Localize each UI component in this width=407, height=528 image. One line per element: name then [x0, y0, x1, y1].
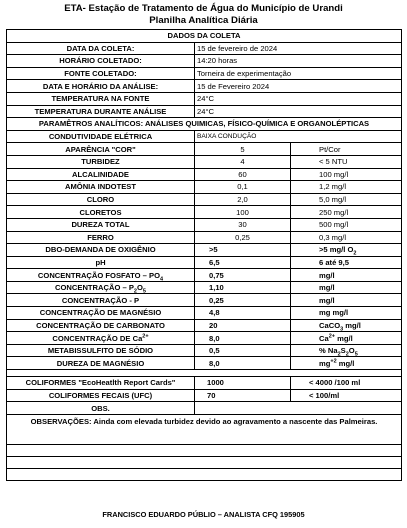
- label-text: HORÁRIO COLETADO:: [59, 56, 142, 66]
- parameter-row: [7, 307, 402, 320]
- observations-text: Ainda com elevada turbidez devido ao agravamento a nascente das Palmeiras.: [93, 416, 378, 426]
- collection-row: [7, 67, 402, 80]
- cell-text: mg/l: [319, 270, 335, 280]
- param-limit-text: Pt/Cor: [319, 144, 341, 154]
- collection-label: [7, 67, 195, 80]
- analysis-sheet: [6, 29, 401, 481]
- param-value: [195, 244, 291, 257]
- blank-cell: [7, 468, 402, 480]
- parameter-row: [7, 155, 402, 168]
- section-header-row: [7, 30, 402, 43]
- param-value: [195, 231, 291, 244]
- analyst-signature: FRANCISCO EDUARDO PÚBLIO – ANALISTA CFQ 195905: [102, 510, 305, 519]
- collection-value: [195, 105, 402, 118]
- param-name-text: FERRO: [87, 232, 114, 242]
- param-limit-text: < 4000 /100 ml: [309, 378, 361, 388]
- value-text: 24°C: [197, 94, 214, 104]
- param-value-text: BAIXA CONDUÇÃO: [197, 133, 257, 141]
- param-value-text: 0,5: [209, 346, 220, 356]
- cell-text: % Na: [319, 346, 338, 356]
- param-value: [195, 193, 291, 206]
- param-limit: [291, 332, 402, 345]
- parameter-row: [7, 319, 402, 332]
- label-text: FONTE COLETADO:: [64, 69, 137, 79]
- param-value-text: 6,5: [209, 257, 220, 267]
- observations-cell: [7, 414, 402, 444]
- cell-text: CaCO: [319, 320, 341, 330]
- collection-value: [195, 42, 402, 55]
- parameter-row: [7, 357, 402, 370]
- param-limit: [291, 218, 402, 231]
- param-limit: [291, 319, 402, 332]
- collection-row: [7, 55, 402, 68]
- param-name: [7, 332, 195, 345]
- collection-label: [7, 42, 195, 55]
- param-value: [195, 218, 291, 231]
- param-value: [195, 256, 291, 269]
- collection-value: [195, 92, 402, 105]
- param-value: [195, 181, 291, 194]
- cell-text: CONCENTRAÇÃO DE MAGNÉSIO: [39, 308, 162, 318]
- param-limit: [291, 344, 402, 357]
- spacer-row: [7, 370, 402, 377]
- param-value-text: 0,1: [237, 182, 248, 192]
- parameter-row: [7, 193, 402, 206]
- subscript: 3: [340, 326, 344, 332]
- param-limit: [291, 307, 402, 320]
- value-text: 15 de Fevereiro 2024: [197, 81, 270, 91]
- param-limit-text: 100 mg/l: [319, 169, 349, 179]
- param-limit: [291, 389, 402, 402]
- document-title: ETA- Estação de Tratamento de Água do Município de Urandi: [64, 3, 343, 14]
- param-name: [7, 319, 195, 332]
- param-value-text: 4,8: [209, 308, 220, 318]
- section-title: DADOS DA COLETA: [7, 30, 402, 43]
- param-name: [7, 244, 195, 257]
- parameter-row: [7, 206, 402, 219]
- parameter-row: [7, 244, 402, 257]
- label-text: TEMPERATURA DURANTE ANÁLISE: [34, 106, 167, 116]
- param-value-text: 100: [236, 207, 249, 217]
- superscript: 2+: [142, 333, 149, 340]
- param-name: [7, 269, 195, 282]
- param-limit: [291, 377, 402, 390]
- coliform-row: [7, 377, 402, 390]
- cell-text: mg: [319, 358, 331, 368]
- param-value-text: 0,25: [209, 295, 224, 305]
- cell-text: CONCENTRAÇÃO FOSFATO – PO: [37, 270, 160, 280]
- collection-row: [7, 105, 402, 118]
- param-value-text: 8,0: [209, 358, 220, 368]
- cell-text: Ca: [319, 333, 329, 343]
- param-name: [7, 344, 195, 357]
- param-value-text: 5: [240, 144, 245, 154]
- param-limit: [291, 155, 402, 168]
- coliform-row: [7, 389, 402, 402]
- param-name: [7, 294, 195, 307]
- param-name: [7, 218, 195, 231]
- param-name: [7, 155, 195, 168]
- param-limit: [291, 206, 402, 219]
- param-name-text: DUREZA TOTAL: [71, 220, 130, 230]
- param-value-text: 4: [240, 157, 245, 167]
- parameter-row: [7, 281, 402, 294]
- param-limit-text: 0,3 mg/l: [319, 232, 347, 242]
- collection-value: [195, 80, 402, 93]
- collection-label: [7, 92, 195, 105]
- subscript: 2: [353, 250, 357, 257]
- observations-row: [7, 414, 402, 444]
- cell-text: O: [136, 283, 143, 293]
- params-title-row: [7, 118, 402, 131]
- param-name-text: AMÔNIA INDOTEST: [64, 182, 136, 192]
- param-value-text: 1000: [207, 378, 224, 388]
- param-limit: [291, 269, 402, 282]
- param-value: [195, 281, 291, 294]
- param-name: [7, 168, 195, 181]
- param-name: [7, 231, 195, 244]
- collection-value: [195, 55, 402, 68]
- parameter-row: [7, 269, 402, 282]
- param-name: [7, 206, 195, 219]
- param-value: [195, 143, 291, 156]
- param-name-text: TURBIDEZ: [81, 157, 120, 167]
- param-value-text: 8,0: [209, 333, 220, 343]
- conductivity-row: [7, 130, 402, 143]
- blank-cell: [7, 456, 402, 468]
- obs-value: [195, 402, 402, 415]
- param-name-text: COLIFORMES FECAIS (UFC): [48, 390, 153, 400]
- cell-text: S: [340, 346, 346, 356]
- parameter-row: [7, 344, 402, 357]
- param-value-text: 0,25: [235, 232, 250, 242]
- blank-row: [7, 456, 402, 468]
- cell-text: pH: [95, 257, 106, 267]
- param-value: [195, 344, 291, 357]
- param-value: [195, 319, 291, 332]
- parameter-row: [7, 181, 402, 194]
- parameter-row: [7, 143, 402, 156]
- cell-text: CONCENTRAÇÃO – P: [55, 283, 134, 293]
- label-text: DATA DA COLETA:: [66, 43, 135, 53]
- cell-text: DBO-DEMANDA DE OXIGÊNIO: [45, 245, 156, 255]
- superscript: 2+: [328, 333, 335, 340]
- cell-text: mg/l: [319, 295, 335, 305]
- param-name: [7, 193, 195, 206]
- cell-text: CONCENTRAÇÃO - P: [61, 295, 140, 305]
- blank-row: [7, 468, 402, 480]
- value-text: 14:20 horas: [197, 56, 238, 66]
- param-limit: [291, 294, 402, 307]
- subscript: 2: [345, 351, 349, 357]
- params-title-text: PARAMÊTROS ANALÍTICOS: ANÁLISES QUIMICAS, FÍSICO-QUÍMICA E ORGANOLÉPTICAS: [38, 119, 370, 129]
- analysis-table: [6, 29, 402, 481]
- param-value-text: 60: [238, 169, 247, 179]
- subscript: 5: [354, 351, 358, 357]
- blank-row: [7, 444, 402, 456]
- param-value: [195, 377, 291, 390]
- param-name: [7, 281, 195, 294]
- blank-cell: [7, 444, 402, 456]
- param-value: [195, 130, 402, 143]
- spacer-cell: [7, 370, 402, 377]
- collection-row: [7, 92, 402, 105]
- param-limit: [291, 193, 402, 206]
- cell-text: CONCENTRAÇÃO DE Ca: [52, 333, 143, 343]
- param-limit: [291, 181, 402, 194]
- param-name: [7, 377, 195, 390]
- cell-text: mg/l: [335, 333, 353, 343]
- cell-text: 6 até 9,5: [319, 257, 349, 267]
- params-title: [7, 118, 402, 131]
- label-text: TEMPERATURA NA FONTE: [51, 94, 150, 104]
- subscript: 2: [337, 351, 341, 357]
- param-value-text: 70: [207, 390, 216, 400]
- param-limit: [291, 244, 402, 257]
- param-name-text: CLORO: [86, 195, 115, 205]
- param-name-text: APARÊNCIA "COR": [65, 144, 136, 154]
- collection-label: [7, 105, 195, 118]
- param-limit-text: 500 mg/l: [319, 220, 349, 230]
- param-value: [195, 294, 291, 307]
- cell-text: mg/l: [319, 283, 335, 293]
- value-text: 15 de fevereiro de 2024: [197, 43, 278, 53]
- param-limit: [291, 143, 402, 156]
- param-limit: [291, 168, 402, 181]
- param-value: [195, 168, 291, 181]
- param-value-text: 1,10: [209, 283, 224, 293]
- param-limit-text: 1,2 mg/l: [319, 182, 347, 192]
- param-name-text: ALCALINIDADE: [72, 169, 129, 179]
- cell-text: mg mg/l: [319, 308, 349, 318]
- param-value-text: 30: [238, 220, 247, 230]
- param-name: [7, 130, 195, 143]
- collection-label: [7, 80, 195, 93]
- param-value: [195, 389, 291, 402]
- subscript: 5: [142, 288, 146, 294]
- param-name: [7, 389, 195, 402]
- cell-text: DUREZA DE MAGNÉSIO: [56, 358, 145, 368]
- param-limit-text: < 100/ml: [309, 390, 340, 400]
- param-limit: [291, 357, 402, 370]
- parameter-row: [7, 332, 402, 345]
- param-name: [7, 307, 195, 320]
- parameter-row: [7, 294, 402, 307]
- param-name-text: CONDUTIVIDADE ELÉTRICA: [48, 132, 153, 142]
- collection-label: [7, 55, 195, 68]
- param-limit-text: 250 mg/l: [319, 207, 349, 217]
- param-limit-text: 5,0 mg/l: [319, 195, 347, 205]
- cell-text: mg/l: [336, 358, 355, 368]
- param-limit: [291, 256, 402, 269]
- param-name: [7, 256, 195, 269]
- param-value: [195, 206, 291, 219]
- param-value: [195, 332, 291, 345]
- cell-text: mg/l: [343, 320, 361, 330]
- parameter-row: [7, 231, 402, 244]
- param-limit: [291, 281, 402, 294]
- value-text: 24°C: [197, 106, 214, 116]
- obs-label: [7, 402, 195, 415]
- param-value: [195, 155, 291, 168]
- param-value-text: 2,0: [237, 195, 248, 205]
- value-text: Torneira de experimentação: [197, 69, 292, 79]
- param-value-text: 20: [209, 320, 218, 330]
- param-name-text: COLIFORMES "EcoHeatlth Report Cards": [25, 378, 176, 388]
- obs-label-text: OBS.: [91, 403, 110, 413]
- subscript: 2: [133, 288, 137, 294]
- label-text: DATA E HORÁRIO DA ANÁLISE:: [42, 81, 159, 91]
- param-limit-text: < 5 NTU: [319, 157, 348, 167]
- parameter-row: [7, 168, 402, 181]
- param-name: [7, 357, 195, 370]
- parameter-row: [7, 256, 402, 269]
- param-value: [195, 307, 291, 320]
- param-name: [7, 181, 195, 194]
- param-value: [195, 357, 291, 370]
- cell-text: O: [348, 346, 355, 356]
- obs-row: [7, 402, 402, 415]
- param-value-text: 0,75: [209, 270, 224, 280]
- collection-row: [7, 80, 402, 93]
- param-value-text: >5: [209, 245, 218, 255]
- document-subtitle: Planilha Analítica Diária: [149, 15, 258, 26]
- subscript: 4: [160, 276, 164, 282]
- collection-value: [195, 67, 402, 80]
- param-value: [195, 269, 291, 282]
- param-limit: [291, 231, 402, 244]
- cell-text: METABISSULFITO DE SÓDIO: [47, 346, 154, 356]
- parameter-row: [7, 218, 402, 231]
- collection-row: [7, 42, 402, 55]
- param-name: [7, 143, 195, 156]
- cell-text: CONCENTRAÇÃO DE CARBONATO: [36, 320, 165, 330]
- observations-label: OBSERVAÇÕES:: [30, 416, 92, 426]
- cell-text: >5 mg/l O: [319, 245, 354, 255]
- superscript: +2: [330, 358, 337, 365]
- param-name-text: CLORETOS: [79, 207, 122, 217]
